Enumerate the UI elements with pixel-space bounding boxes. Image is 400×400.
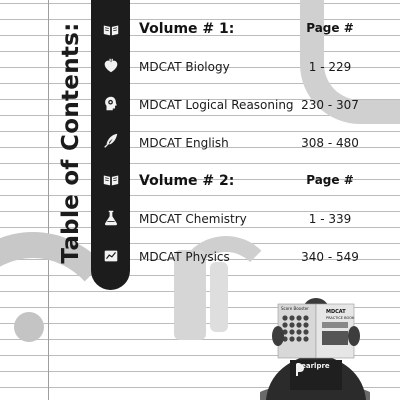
brand-logo: Pearlpre bbox=[296, 362, 330, 370]
volume-2-page-header: Page # bbox=[306, 173, 354, 187]
student-reading-photo bbox=[260, 296, 370, 400]
book-right-subtitle: PRACTICE BOOK bbox=[326, 316, 355, 320]
page-title: Table of Contents: bbox=[58, 22, 84, 264]
subject-logical-reasoning: MDCAT Logical Reasoning bbox=[139, 98, 294, 112]
flask-icon bbox=[101, 208, 121, 228]
pages-chemistry: 1 - 339 bbox=[308, 212, 352, 226]
book-right-title: MDCAT bbox=[326, 309, 346, 315]
heart-icon bbox=[101, 56, 121, 76]
pages-english: 308 - 480 bbox=[301, 136, 359, 150]
volume-1-page-header: Page # bbox=[306, 21, 354, 35]
volume-1-heading: Volume # 1: bbox=[139, 21, 235, 37]
pages-physics: 340 - 549 bbox=[301, 250, 359, 264]
pages-biology: 1 - 229 bbox=[308, 60, 352, 74]
graph-icon bbox=[101, 246, 121, 266]
book-left-title: Score Booster bbox=[281, 306, 309, 311]
decorative-dot bbox=[14, 312, 44, 342]
brain-head-icon bbox=[101, 94, 121, 114]
subject-english: MDCAT English bbox=[139, 136, 229, 150]
open-book-icon bbox=[101, 170, 121, 190]
open-book-icon bbox=[101, 20, 121, 40]
decorative-bar-small bbox=[210, 262, 228, 332]
quill-icon bbox=[101, 131, 121, 151]
subject-biology: MDCAT Biology bbox=[139, 60, 230, 74]
subject-physics: MDCAT Physics bbox=[139, 250, 230, 264]
subject-chemistry: MDCAT Chemistry bbox=[139, 212, 247, 226]
volume-2-heading: Volume # 2: bbox=[139, 173, 235, 189]
pages-logical-reasoning: 230 - 307 bbox=[301, 98, 359, 112]
